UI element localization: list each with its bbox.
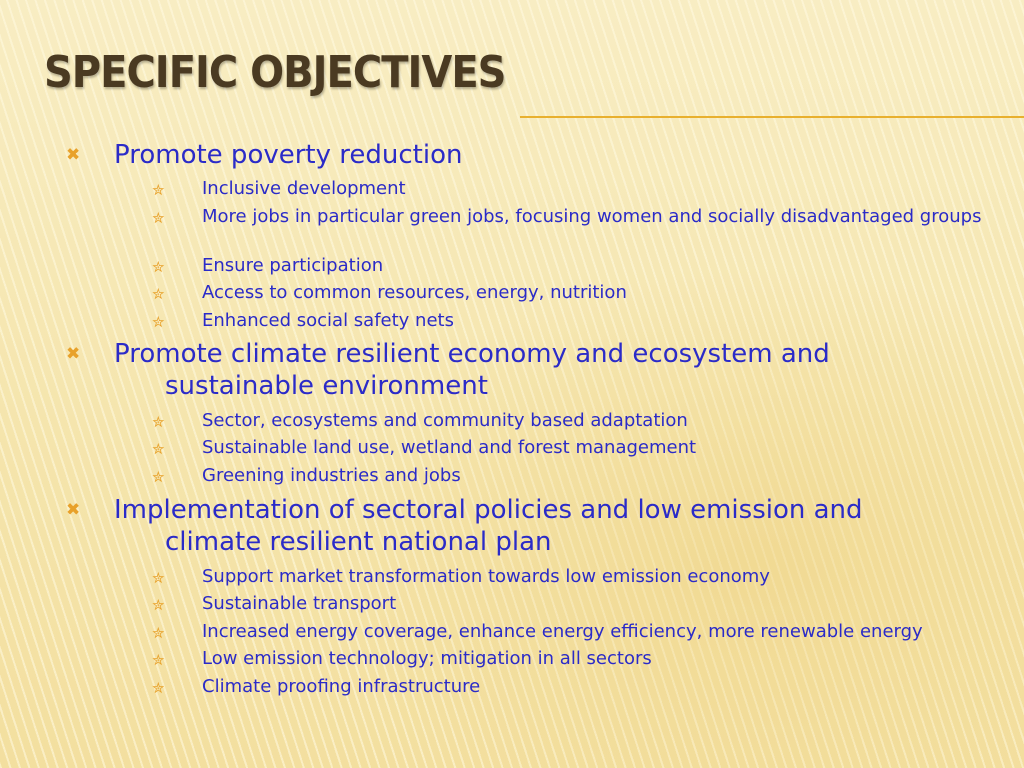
list-item (152, 437, 992, 459)
star-icon: ✮ (152, 285, 165, 303)
list-item-text: Climate proofing infrastructure (202, 676, 481, 697)
list-item-text: Sustainable transport (202, 593, 397, 614)
star-icon: ✮ (152, 679, 165, 697)
list-item (152, 282, 992, 304)
star-icon: ✮ (152, 258, 165, 276)
list-item (152, 310, 992, 332)
star-icon: ✮ (152, 313, 165, 331)
list-item (152, 621, 992, 643)
list-item (152, 410, 992, 432)
list-item (152, 676, 992, 698)
list-item-text: Enhanced social safety nets (202, 310, 454, 331)
star-icon: ✮ (152, 651, 165, 669)
slide-title: SPECIFIC OBJECTIVES (44, 48, 506, 98)
x-mark-icon: ✖ (66, 500, 81, 520)
section-heading-text: Implementation of sectoral policies and low emission and (114, 495, 863, 525)
list-item (152, 206, 992, 228)
section-heading-2 (66, 338, 994, 402)
list-item-text: Low emission technology; mitigation in all sectors (202, 648, 652, 669)
list-item-text: Support market transformation towards low emission economy (202, 566, 770, 587)
star-icon: ✮ (152, 413, 165, 431)
list-item (152, 178, 992, 200)
star-icon: ✮ (152, 624, 165, 642)
star-icon: ✮ (152, 596, 165, 614)
list-item-text: Access to common resources, energy, nutrition (202, 282, 627, 303)
list-item-text: Greening industries and jobs (202, 465, 461, 486)
list-item-text: Inclusive development (202, 178, 406, 199)
list-item (152, 566, 992, 588)
list-item-text: Sector, ecosystems and community based adaptation (202, 410, 688, 431)
star-icon: ✮ (152, 468, 165, 486)
list-item-text: Sustainable land use, wetland and forest management (202, 437, 697, 458)
list-item (152, 648, 992, 670)
star-icon: ✮ (152, 181, 165, 199)
list-item (152, 593, 992, 615)
section-heading-3 (66, 494, 994, 558)
section-heading-text: Promote climate resilient economy and ecosystem and (114, 339, 830, 369)
list-item-text: Ensure participation (202, 255, 384, 276)
list-item (152, 255, 992, 277)
star-icon: ✮ (152, 440, 165, 458)
x-mark-icon: ✖ (66, 344, 81, 364)
star-icon: ✮ (152, 209, 165, 227)
section-heading-1 (66, 139, 994, 171)
list-item (152, 465, 992, 487)
section-heading-text: Promote poverty reduction (114, 140, 463, 170)
list-item-text: Increased energy coverage, enhance energy efficiency, more renewable energy (202, 621, 923, 642)
section-heading-continuation: sustainable environment (165, 371, 488, 401)
star-icon: ✮ (152, 569, 165, 587)
x-mark-icon: ✖ (66, 145, 81, 165)
list-item-text: More jobs in particular green jobs, focusing women and socially disadvantaged groups (202, 206, 982, 227)
section-heading-continuation: climate resilient national plan (165, 527, 552, 557)
